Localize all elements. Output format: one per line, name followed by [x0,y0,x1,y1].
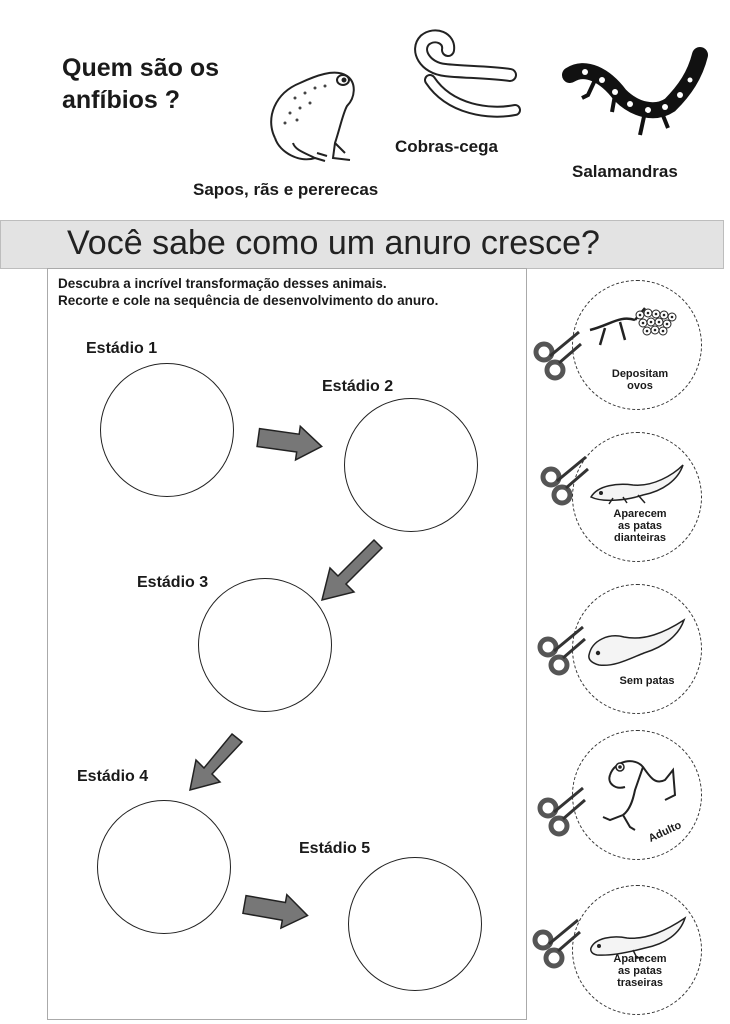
arrow-down-left-icon [190,734,242,790]
cutout-hind-legs-label [605,953,675,989]
stage-3-slot[interactable] [198,578,332,712]
frog-eggs-icon [585,300,695,355]
cutout-front-legs-label [600,508,680,544]
group-label-salamanders: Salamandras [572,162,678,181]
cutout-front-legs-line2: as patas [617,520,663,532]
cutout-eggs-label [605,368,675,392]
toad-illustration [255,58,365,168]
stage-2-slot[interactable] [344,398,478,532]
instructions [58,275,518,309]
stage-1-slot[interactable] [100,363,234,497]
salamander-illustration [560,50,710,145]
caecilian-illustration [400,30,525,125]
stage-1-label: Estádio 1 [86,340,158,357]
cutout-eggs-line1: Depositam [611,368,669,380]
cutout-adult-line1: Adulto [646,819,684,845]
tadpole-front-legs-icon [583,455,693,505]
cutout-no-legs-line1: Sem patas [619,675,675,687]
stage-4-slot[interactable] [97,800,231,934]
arrow-right-icon [244,893,310,927]
cutout-hind-legs-line2: as patas [617,965,663,977]
instruction-line-1: Descubra a incrível transformação desses animais. [58,276,387,291]
arrow-down-left-icon [322,540,382,600]
tadpole-icon [584,615,694,670]
instruction-line-2: Recorte e cole na sequência de desenvolvimento do anuro. [58,293,439,308]
stage-4-label: Estádio 4 [77,768,149,785]
stage-2-label: Estádio 2 [322,378,394,395]
banner-title: Você sabe como um anuro cresce? [67,224,600,262]
stage-3-label: Estádio 3 [137,574,209,591]
cutout-hind-legs-line1: Aparecem [613,953,667,965]
page-question: Quem são os anfíbios ? [62,54,219,114]
arrow-right-icon [258,425,324,459]
cutout-no-legs-label [612,675,682,687]
stage-5-label: Estádio 5 [299,840,371,857]
cutout-front-legs-line1: Aparecem [613,508,667,520]
stage-5-slot[interactable] [348,857,482,991]
group-label-toads: Sapos, rãs e pererecas [193,180,379,199]
cutout-hind-legs-line3: traseiras [617,977,663,989]
cutout-front-legs-line3: dianteiras [614,532,666,544]
banner [0,220,724,269]
cutout-eggs-line2: ovos [627,380,653,392]
group-label-caecilians: Cobras-cega [395,137,498,156]
